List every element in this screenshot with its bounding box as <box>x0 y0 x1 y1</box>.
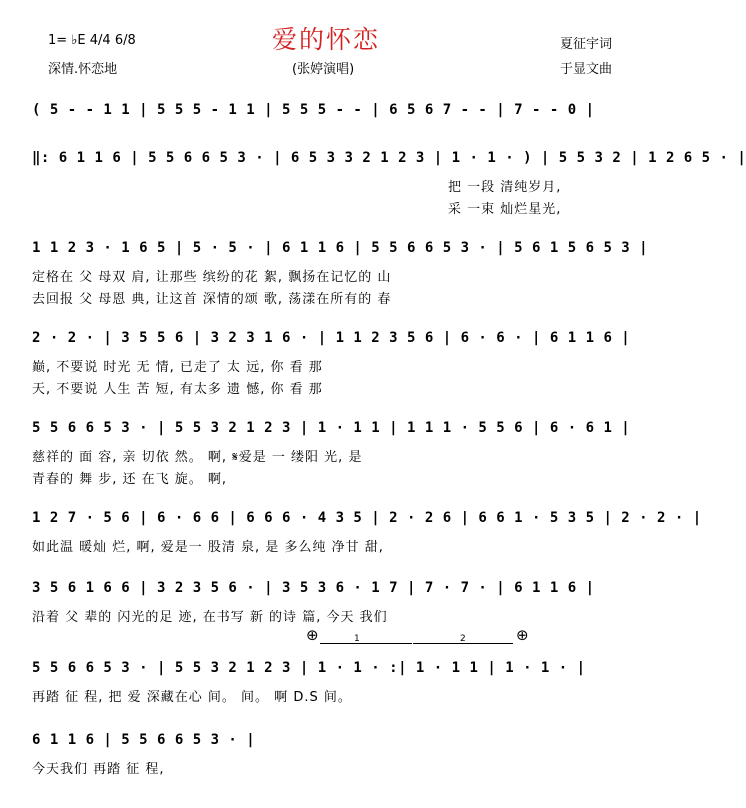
notation-line: 2 · 2 · | 3 5 5 6 | 3 2 3 1 6 · | 1 1 2 3 5 6 | 6 · 6 · | 6 1 1 6 | <box>32 330 631 346</box>
coda-symbol: ⊕ <box>306 626 319 644</box>
singer-credit: (张婷演唱) <box>292 62 355 77</box>
lyric-line: 如此温 暖灿 烂, 啊, 爱是一 股清 泉, 是 多么纯 净甘 甜, <box>32 540 384 555</box>
notation-line: 1 1 2 3 · 1 6 5 | 5 · 5 · | 6 1 1 6 | 5 5 6 6 5 3 · | 5 6 1 5 6 5 3 | <box>32 240 649 256</box>
volta-bracket-1 <box>320 643 412 644</box>
lyric-line-verse-1: 把 一段 清纯岁月, <box>448 180 562 195</box>
coda-symbol: ⊕ <box>516 626 529 644</box>
tempo-mood: 深情.怀恋地 <box>48 62 118 77</box>
notation-line: 3 5 6 1 6 6 | 3 2 3 5 6 · | 3 5 3 6 · 1 7 | 7 · 7 · | 6 1 1 6 | <box>32 580 595 596</box>
lyric-line: 沿着 父 辈的 闪光的足 迹, 在书写 新 的诗 篇, 今天 我们 <box>32 610 388 625</box>
lyricist-credit: 夏征宇词 <box>560 37 613 52</box>
notation-line: ( 5 - - 1 1 | 5 5 5 - 1 1 | 5 5 5 - - | 6 5 6 7 - - | 7 - - 0 | <box>32 102 595 118</box>
lyric-line-verse-2: 采 一束 灿烂星光, <box>448 202 562 217</box>
lyric-line-verse-1: 巅, 不要说 时光 无 情, 已走了 太 远, 你 看 那 <box>32 360 323 375</box>
lyric-line-verse-1: 定格在 父 母双 肩, 让那些 缤纷的花 絮, 飘扬在记忆的 山 <box>32 270 392 285</box>
notation-line: ‖: 6 1 1 6 | 5 5 6 6 5 3 · | 6 5 3 3 2 1 2 3 | 1 · 1 · ) | 5 5 3 2 | 1 2 6 5 · | <box>32 150 746 166</box>
composer-credit: 于显文曲 <box>560 62 613 77</box>
lyric-line-verse-2: 去回报 父 母恩 典, 让这首 深情的颂 歌, 荡漾在所有的 春 <box>32 292 392 307</box>
song-title: 爱的怀恋 <box>272 25 381 54</box>
notation-line: 5 5 6 6 5 3 · | 5 5 3 2 1 2 3 | 1 · 1 · :| 1 · 1 1 | 1 · 1 · | <box>32 660 586 676</box>
lyric-line-verse-2: 天, 不要说 人生 苦 短, 有太多 遗 憾, 你 看 那 <box>32 382 323 397</box>
volta-number: 2 <box>460 634 466 644</box>
lyric-line-verse-2: 青春的 舞 步, 还 在飞 旋。 啊, <box>32 472 228 487</box>
lyric-line: 再踏 征 程, 把 爱 深藏在心 间。 间。 啊 D.S 间。 <box>32 690 352 705</box>
lyric-line-verse-1: 慈祥的 面 容, 亲 切依 然。 啊, 𝄋爱是 一 缕阳 光, 是 <box>32 450 363 465</box>
volta-number: 1 <box>354 634 360 644</box>
key-signature: 1= ♭E 4/4 6/8 <box>48 33 136 48</box>
notation-line: 1 2 7 · 5 6 | 6 · 6 6 | 6 6 6 · 4 3 5 | 2 · 2 6 | 6 6 1 · 5 3 5 | 2 · 2 · | <box>32 510 702 526</box>
notation-line: 5 5 6 6 5 3 · | 5 5 3 2 1 2 3 | 1 · 1 1 | 1 1 1 · 5 5 6 | 6 · 6 1 | <box>32 420 631 436</box>
notation-line: 6 1 1 6 | 5 5 6 6 5 3 · | <box>32 732 256 748</box>
lyric-line: 今天我们 再踏 征 程, <box>32 762 165 777</box>
